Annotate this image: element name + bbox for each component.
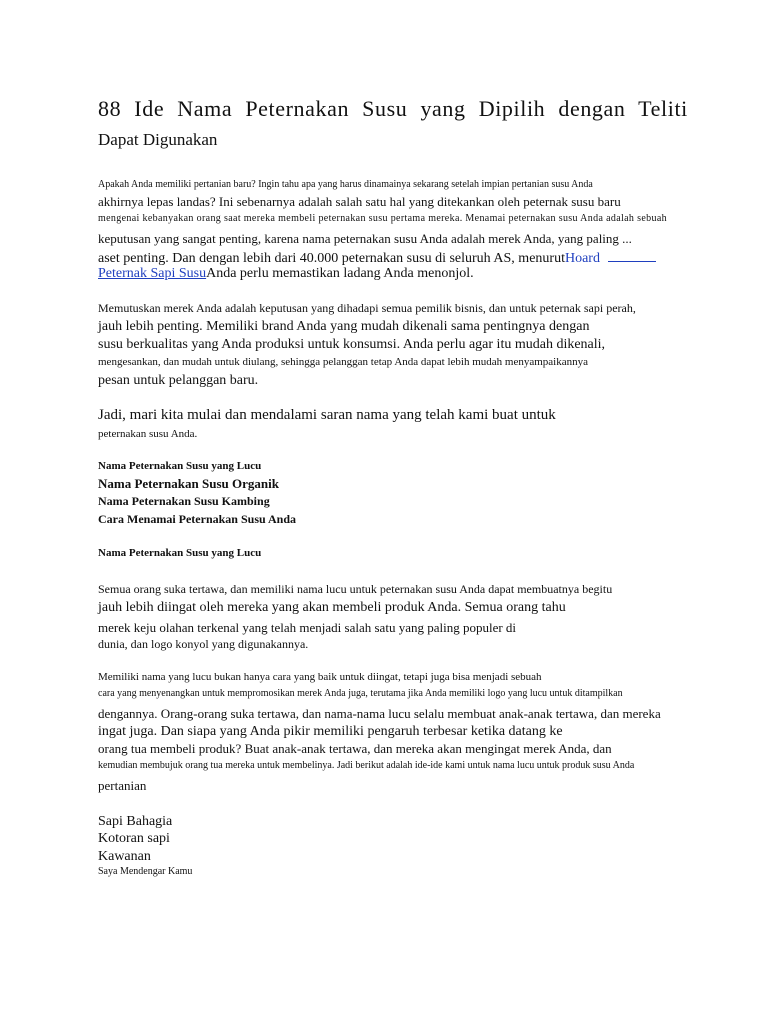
section-heading: Nama Peternakan Susu yang Lucu <box>98 547 262 559</box>
para5-line-3: dengannya. Orang-orang suka tertawa, dan nama-nama lucu selalu membuat anak-anak tertawa, dan mereka <box>98 706 661 721</box>
link-underline <box>608 249 656 262</box>
page-title: 88 Ide Nama Peternakan Susu yang Dipilih dengan Teliti <box>98 96 688 121</box>
para5-line-4: ingat juga. Dan siapa yang Anda pikir memiliki pengaruh terbesar ketika datang ke <box>98 724 563 739</box>
para4-line-2: jauh lebih diingat oleh mereka yang akan membeli produk Anda. Semua orang tahu <box>98 600 566 615</box>
para5-line-1: Memiliki nama yang lucu bukan hanya cara yang baik untuk diingat, tetapi juga bisa menjadi sebuah <box>98 671 542 683</box>
intro-line-2: akhirnya lepas landas? Ini sebenarnya adalah salah satu hal yang ditekankan oleh peternak susu baru <box>98 194 621 209</box>
para2-line-1: Memutuskan merek Anda adalah keputusan yang dihadapi semua pemilik bisnis, dan untuk peternak sapi perah, <box>98 301 636 315</box>
intro-line-5 <box>98 249 656 267</box>
intro-line-5-text: aset penting. Dan dengan lebih dari 40.000 peternakan susu di seluruh AS, menurut <box>98 251 565 266</box>
para3-line-1: Jadi, mari kita mulai dan mendalami saran nama yang telah kami buat untuk <box>98 407 556 423</box>
para3-line-2: peternakan susu Anda. <box>98 428 198 440</box>
para4-line-4: dunia, dan logo konyol yang digunakannya. <box>98 637 309 651</box>
intro-line-1: Apakah Anda memiliki pertanian baru? Ingin tahu apa yang harus dinamainya sekarang setelah impian pertanian susu Anda <box>98 179 593 190</box>
para5-line-2: cara yang menyenangkan untuk mempromosikan merek Anda juga, terutama jika Anda memiliki logo yang lucu untuk ditampilkan <box>98 688 623 699</box>
name-item: Saya Mendengar Kamu <box>98 866 193 877</box>
para2-line-5: pesan untuk pelanggan baru. <box>98 373 259 388</box>
intro-line-4: keputusan yang sangat penting, karena nama peternakan susu Anda adalah merek Anda, yang paling ... <box>98 231 632 246</box>
intro-line-3: mengenai kebanyakan orang saat mereka membeli peternakan susu pertama mereka. Menamai peternakan susu Anda adalah sebuah <box>98 213 668 224</box>
name-item: Kawanan <box>98 849 151 864</box>
para2-line-4: mengesankan, dan mudah untuk diulang, sehingga pelanggan tetap Anda dapat lebih mudah menyampaikannya <box>98 356 588 368</box>
para4-line-3: merek keju olahan terkenal yang telah menjadi salah satu yang paling populer di <box>98 620 517 635</box>
para5-line-6: kemudian membujuk orang tua mereka untuk membelinya. Jadi berikut adalah ide-ide kami untuk nama lucu untuk produk susu Anda <box>98 760 635 771</box>
hoard-link[interactable]: Hoard <box>564 251 600 266</box>
page-subtitle: Dapat Digunakan <box>98 130 218 149</box>
dairy-farmer-link[interactable]: Peternak Sapi Susu <box>98 266 207 281</box>
para5-line-5: orang tua membeli produk? Buat anak-anak tertawa, dan mereka akan mengingat merek Anda, dan <box>98 741 612 756</box>
intro-line-6-text: Anda perlu memastikan ladang Anda menonjol. <box>206 266 474 281</box>
name-item: Sapi Bahagia <box>98 814 173 829</box>
para2-line-3: susu berkualitas yang Anda produksi untuk konsumsi. Anda perlu agar itu mudah dikenali, <box>98 337 606 352</box>
intro-line-6 <box>98 266 474 282</box>
para4-line-1: Semua orang suka tertawa, dan memiliki nama lucu untuk peternakan susu Anda dapat membuatnya begitu <box>98 582 613 596</box>
para2-line-2: jauh lebih penting. Memiliki brand Anda yang mudah dikenali sama pentingnya dengan <box>98 319 590 334</box>
toc-item-goat[interactable]: Nama Peternakan Susu Kambing <box>98 494 270 508</box>
toc-item-funny[interactable]: Nama Peternakan Susu yang Lucu <box>98 460 262 472</box>
toc-item-organic[interactable]: Nama Peternakan Susu Organik <box>98 476 279 491</box>
para5-line-7: pertanian <box>98 778 147 793</box>
name-item: Kotoran sapi <box>98 831 170 846</box>
toc-item-how-to-name[interactable]: Cara Menamai Peternakan Susu Anda <box>98 512 297 526</box>
